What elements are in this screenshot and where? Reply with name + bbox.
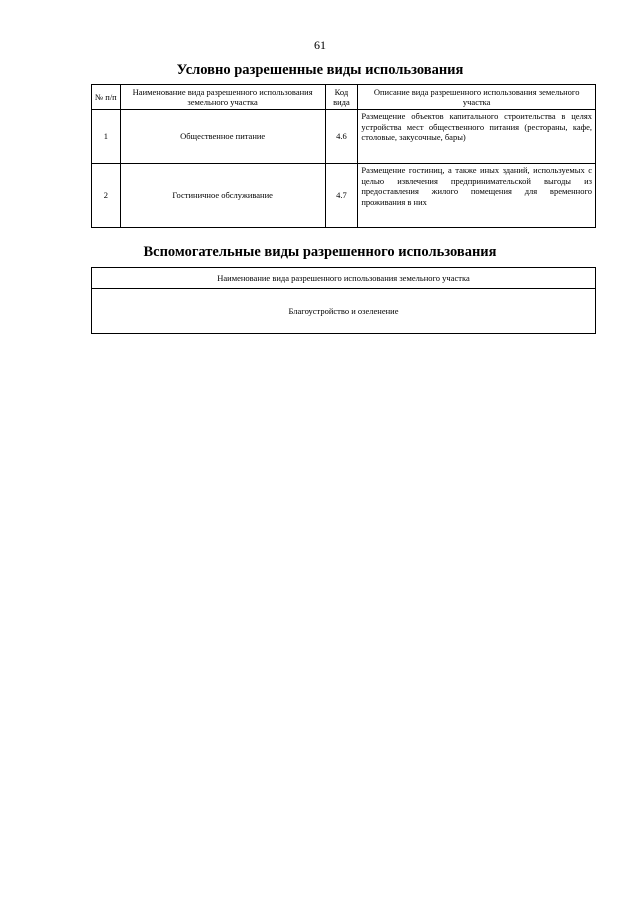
header-name: Наименование вида разрешенного использования земельного участка	[120, 85, 325, 110]
cell-code: 4.7	[325, 164, 358, 228]
cell-num: 1	[92, 110, 121, 164]
table-row	[92, 289, 596, 334]
cell-desc: Размещение объектов капитального строительства в целях устройства мест общественного питания (рестораны, кафе, столовые, закусочные, бары)	[358, 110, 596, 164]
page-number: 61	[314, 38, 326, 52]
cell-name: Общественное питание	[120, 110, 325, 164]
cell-desc: Размещение гостиниц, а также иных зданий, используемых с целью извлечения предпринимательской выгоды из предоставления жилого помещения для временного проживания в них	[358, 164, 596, 228]
table-row	[92, 164, 596, 228]
table-header-row	[92, 85, 596, 110]
section-title-conditional-uses: Условно разрешенные виды использования	[176, 62, 464, 78]
table-header-row	[92, 268, 596, 289]
cell-num: 2	[92, 164, 121, 228]
cell-name: Гостиничное обслуживание	[120, 164, 325, 228]
auxiliary-uses-table	[91, 267, 596, 334]
conditional-uses-table	[91, 84, 596, 228]
header-num: № п/п	[92, 85, 121, 110]
header-desc: Описание вида разрешенного использования земельного участка	[358, 85, 596, 110]
cell-name: Благоустройство и озеленение	[92, 289, 596, 334]
header-name: Наименование вида разрешенного использования земельного участка	[92, 268, 596, 289]
section-title-auxiliary-uses: Вспомогательные виды разрешенного использования	[143, 244, 497, 260]
table-row	[92, 110, 596, 164]
cell-code: 4.6	[325, 110, 358, 164]
header-code: Код вида	[325, 85, 358, 110]
